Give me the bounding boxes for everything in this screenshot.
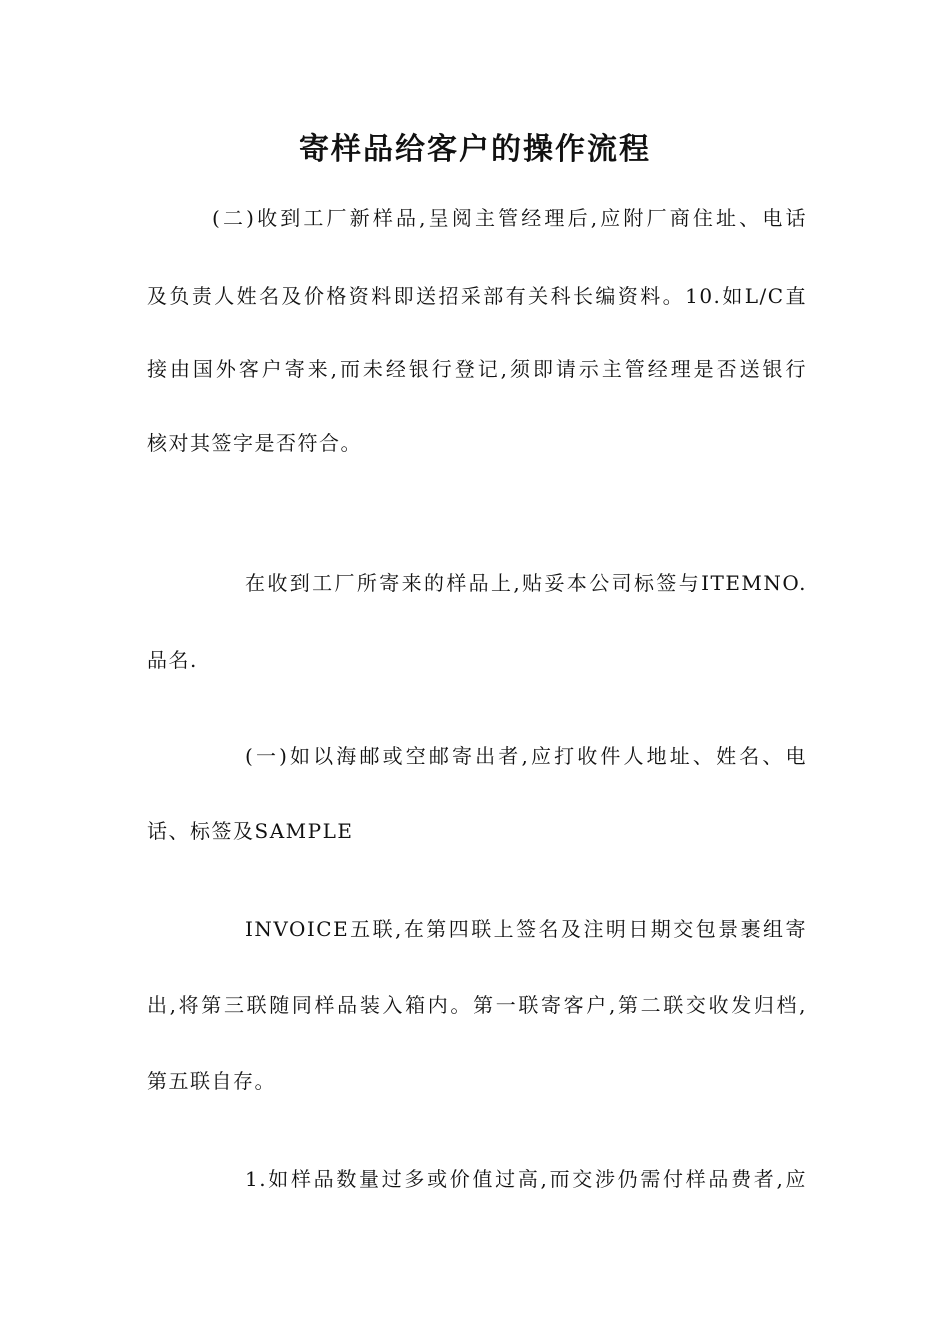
text-line-9: INVOICE五联,在第四联上签名及注明日期交包景裹组寄: [245, 917, 807, 941]
text-line-2: 及负责人姓名及价格资料即送招采部有关科长编资料。10.如L/C直: [147, 284, 807, 308]
text-line-10: 出,将第三联随同样品装入箱内。第一联寄客户,第二联交收发归档,: [147, 993, 807, 1017]
text-line-12: 1.如样品数量过多或价值过高,而交涉仍需付样品费者,应: [245, 1167, 807, 1191]
text-line-7: (一)如以海邮或空邮寄出者,应打收件人地址、姓名、电: [245, 744, 807, 768]
text-line-3: 接由国外客户寄来,而未经银行登记,须即请示主管经理是否送银行: [147, 357, 807, 381]
text-line-4: 核对其签字是否符合。: [147, 431, 362, 455]
page-title: 寄样品给客户的操作流程: [299, 132, 651, 167]
text-line-6: 品名.: [147, 648, 198, 672]
text-line-11: 第五联自存。: [147, 1069, 276, 1093]
text-line-5: 在收到工厂所寄来的样品上,贴妥本公司标签与ITEMNO.: [245, 571, 807, 595]
text-line-1: (二)收到工厂新样品,呈阅主管经理后,应附厂商住址、电话: [212, 206, 807, 230]
text-line-8: 话、标签及SAMPLE: [147, 819, 354, 843]
